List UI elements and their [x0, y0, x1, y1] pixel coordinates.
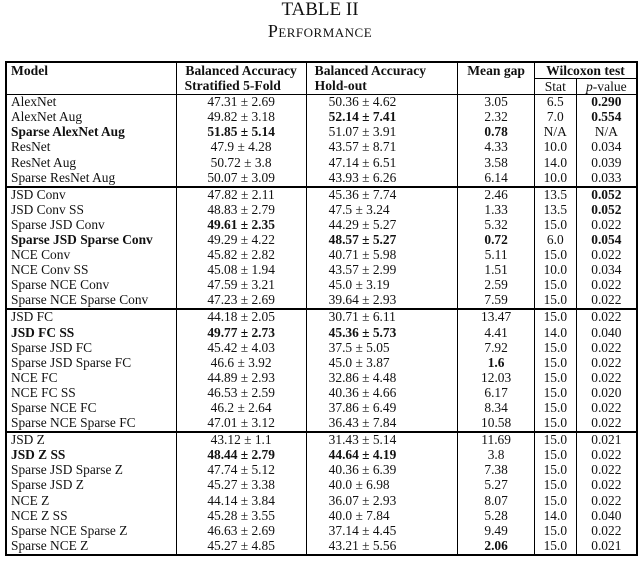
cell-ba-stratified: 45.42 ± 4.03: [176, 341, 306, 356]
header-ba-stratified: [176, 62, 306, 95]
cell-mean-gap: 7.92: [458, 341, 535, 356]
cell-model: Sparse AlexNet Aug: [11, 124, 125, 140]
cell-mean-gap: 13.47: [458, 309, 535, 325]
cell-mean-gap: 8.07: [458, 493, 535, 508]
cell-ba-stratified: 47.31 ± 2.69: [176, 95, 306, 111]
cell-ba-stratified: 46.53 ± 2.59: [176, 386, 306, 401]
cell-ba-stratified: 45.28 ± 3.55: [176, 509, 306, 524]
table-row: [6, 187, 637, 203]
cell-ba-stratified: 47.74 ± 5.12: [176, 463, 306, 478]
cell-ba-holdout: 43.21 ± 5.56: [306, 539, 458, 555]
cell-stat: 15.0: [534, 218, 576, 233]
cell-ba-stratified: 49.77 ± 2.73: [176, 325, 306, 340]
cell-p-value: 0.052: [576, 187, 637, 203]
cell-p-value: 0.054: [576, 233, 637, 248]
cell-model: JSD Z SS: [11, 447, 66, 463]
cell-p-value: 0.022: [576, 448, 637, 463]
cell-mean-gap: 6.17: [458, 386, 535, 401]
cell-p-value: 0.022: [576, 401, 637, 416]
table-row: [6, 509, 637, 524]
table-row: [6, 493, 637, 508]
cell-model: Sparse NCE FC: [11, 400, 97, 416]
cell-ba-stratified: 50.07 ± 3.09: [176, 170, 306, 186]
cell-p-value: 0.022: [576, 356, 637, 371]
cell-ba-stratified: 49.61 ± 2.35: [176, 218, 306, 233]
cell-stat: 14.0: [534, 509, 576, 524]
cell-ba-holdout: 47.5 ± 3.24: [306, 203, 458, 218]
cell-mean-gap: 2.46: [458, 187, 535, 203]
table-row: [6, 401, 637, 416]
table-row: [6, 341, 637, 356]
cell-ba-holdout: 48.57 ± 5.27: [306, 233, 458, 248]
cell-ba-holdout: 45.0 ± 3.19: [306, 278, 458, 293]
cell-mean-gap: 4.33: [458, 140, 535, 155]
cell-mean-gap: 5.32: [458, 218, 535, 233]
cell-model: NCE Conv: [11, 247, 71, 263]
cell-p-value: 0.022: [576, 524, 637, 539]
cell-ba-stratified: 46.6 ± 3.92: [176, 356, 306, 371]
cell-model: Sparse NCE Sparse Conv: [11, 292, 149, 308]
cell-model: AlexNet Aug: [11, 109, 83, 125]
cell-mean-gap: 10.58: [458, 416, 535, 432]
cell-ba-stratified: 45.27 ± 4.85: [176, 539, 306, 555]
table-row: [6, 140, 637, 155]
cell-p-value: 0.022: [576, 416, 637, 432]
cell-stat: 14.0: [534, 325, 576, 340]
cell-model: AlexNet: [6, 95, 176, 111]
cell-model: Sparse JSD FC: [11, 339, 93, 355]
cell-mean-gap: 1.6: [458, 356, 535, 371]
header-p-italic: p: [585, 79, 593, 94]
header-mean-gap: Mean gap: [458, 62, 535, 95]
cell-model: JSD FC SS: [11, 324, 75, 340]
cell-p-value: 0.022: [576, 371, 637, 386]
table-row: [6, 293, 637, 309]
table-row: [6, 248, 637, 263]
cell-ba-holdout: 45.36 ± 7.74: [306, 187, 458, 203]
cell-ba-stratified: 44.89 ± 2.93: [176, 371, 306, 386]
cell-ba-stratified: 43.12 ± 1.1: [176, 432, 306, 448]
cell-p-value: N/A: [576, 125, 637, 140]
cell-stat: 15.0: [534, 386, 576, 401]
table-row: [6, 95, 637, 111]
cell-ba-holdout: 37.14 ± 4.45: [306, 524, 458, 539]
cell-model: NCE Z: [11, 492, 50, 508]
cell-ba-holdout: 45.0 ± 3.87: [306, 356, 458, 371]
header-model: Model: [6, 62, 176, 95]
cell-model: NCE Z SS: [11, 507, 68, 523]
cell-p-value: 0.040: [576, 509, 637, 524]
cell-ba-stratified: 46.63 ± 2.69: [176, 524, 306, 539]
cell-model: ResNet: [11, 139, 51, 155]
cell-p-value: 0.022: [576, 341, 637, 356]
cell-stat: 15.0: [534, 432, 576, 448]
cell-stat: 15.0: [534, 539, 576, 555]
header-wilcoxon: Wilcoxon test: [534, 62, 637, 79]
cell-stat: 15.0: [534, 341, 576, 356]
table-row: [6, 203, 637, 218]
cell-stat: 15.0: [534, 371, 576, 386]
cell-stat: 15.0: [534, 278, 576, 293]
cell-ba-stratified: 48.83 ± 2.79: [176, 203, 306, 218]
cell-ba-stratified: 44.14 ± 3.84: [176, 493, 306, 508]
cell-stat: 15.0: [534, 293, 576, 309]
cell-model: JSD Conv: [6, 187, 176, 203]
table-row: [6, 325, 637, 340]
table-row: [6, 170, 637, 186]
cell-ba-holdout: 36.43 ± 7.84: [306, 416, 458, 432]
table-row: [6, 463, 637, 478]
table-row: [6, 218, 637, 233]
cell-p-value: 0.040: [576, 325, 637, 340]
cell-mean-gap: 7.59: [458, 293, 535, 309]
cell-mean-gap: 12.03: [458, 371, 535, 386]
cell-p-value: 0.020: [576, 386, 637, 401]
cell-p-value: 0.022: [576, 309, 637, 325]
cell-p-value: 0.022: [576, 278, 637, 293]
cell-ba-stratified: 50.72 ± 3.8: [176, 155, 306, 170]
header-ba-holdout-line1: Balanced Accuracy: [314, 63, 427, 78]
cell-mean-gap: 3.8: [458, 448, 535, 463]
cell-mean-gap: 5.11: [458, 248, 535, 263]
table-row: [6, 233, 637, 248]
cell-model: NCE Conv SS: [11, 262, 89, 278]
cell-ba-holdout: 47.14 ± 6.51: [306, 155, 458, 170]
header-p-value: [576, 79, 637, 95]
cell-model: NCE FC SS: [11, 384, 76, 400]
cell-ba-holdout: 37.5 ± 5.05: [306, 341, 458, 356]
cell-ba-stratified: 47.59 ± 3.21: [176, 278, 306, 293]
cell-ba-stratified: 47.23 ± 2.69: [176, 293, 306, 309]
cell-stat: 15.0: [534, 478, 576, 493]
table-row: [6, 278, 637, 293]
cell-stat: 15.0: [534, 524, 576, 539]
header-ba-stratified-line1: Balanced Accuracy: [185, 63, 297, 78]
cell-mean-gap: 1.51: [458, 263, 535, 278]
cell-p-value: 0.052: [576, 203, 637, 218]
table-body: [6, 95, 637, 555]
cell-p-value: 0.022: [576, 493, 637, 508]
cell-p-value: 0.022: [576, 293, 637, 309]
cell-mean-gap: 6.14: [458, 170, 535, 186]
cell-mean-gap: 7.38: [458, 463, 535, 478]
cell-mean-gap: 5.27: [458, 478, 535, 493]
cell-model: JSD Z: [6, 432, 176, 448]
cell-model: Sparse JSD Conv: [11, 216, 105, 232]
cell-stat: 10.0: [534, 263, 576, 278]
cell-mean-gap: 3.58: [458, 155, 535, 170]
table-row: [6, 356, 637, 371]
cell-ba-stratified: 48.44 ± 2.79: [176, 448, 306, 463]
cell-ba-holdout: 39.64 ± 2.93: [306, 293, 458, 309]
cell-p-value: 0.290: [576, 95, 637, 111]
cell-stat: 15.0: [534, 401, 576, 416]
cell-p-value: 0.021: [576, 539, 637, 555]
cell-model: Sparse JSD Sparse FC: [11, 354, 132, 370]
cell-p-value: 0.034: [576, 140, 637, 155]
cell-stat: 14.0: [534, 155, 576, 170]
cell-mean-gap: 0.72: [458, 233, 535, 248]
cell-model: Sparse NCE Sparse FC: [11, 415, 136, 431]
table-row: [6, 386, 637, 401]
table-row: [6, 524, 637, 539]
header-p-suffix: -value: [592, 79, 627, 94]
cell-p-value: 0.022: [576, 218, 637, 233]
table-row: [6, 263, 637, 278]
cell-stat: 7.0: [534, 110, 576, 125]
cell-ba-holdout: 45.36 ± 5.73: [306, 325, 458, 340]
cell-model: Sparse ResNet Aug: [11, 169, 116, 185]
cell-ba-holdout: 50.36 ± 4.62: [306, 95, 458, 111]
cell-stat: 15.0: [534, 309, 576, 325]
header-stat: Stat: [534, 79, 576, 95]
table-title: TABLE II: [281, 0, 359, 20]
cell-p-value: 0.039: [576, 155, 637, 170]
cell-mean-gap: 11.69: [458, 432, 535, 448]
cell-ba-holdout: 30.71 ± 6.11: [306, 309, 458, 325]
cell-ba-holdout: 43.57 ± 2.99: [306, 263, 458, 278]
cell-ba-stratified: 49.29 ± 4.22: [176, 233, 306, 248]
cell-mean-gap: 8.34: [458, 401, 535, 416]
cell-stat: 10.0: [534, 170, 576, 186]
cell-model: Sparse JSD Sparse Z: [11, 462, 123, 478]
cell-ba-stratified: 49.82 ± 3.18: [176, 110, 306, 125]
table-row: [6, 448, 637, 463]
cell-ba-holdout: 44.29 ± 5.27: [306, 218, 458, 233]
cell-ba-holdout: 52.14 ± 7.41: [306, 110, 458, 125]
cell-stat: 13.5: [534, 203, 576, 218]
cell-p-value: 0.021: [576, 432, 637, 448]
cell-model: Sparse NCE Z: [11, 537, 89, 553]
cell-mean-gap: 2.59: [458, 278, 535, 293]
table-subtitle: Performance: [267, 21, 373, 41]
performance-table: [5, 61, 638, 556]
cell-model: JSD FC: [6, 309, 176, 325]
table-row: [6, 432, 637, 448]
cell-stat: N/A: [534, 125, 576, 140]
table-row: [6, 155, 637, 170]
cell-ba-stratified: 46.2 ± 2.64: [176, 401, 306, 416]
cell-ba-stratified: 45.08 ± 1.94: [176, 263, 306, 278]
cell-model: ResNet Aug: [11, 154, 77, 170]
cell-mean-gap: 0.78: [458, 125, 535, 140]
cell-p-value: 0.033: [576, 170, 637, 186]
cell-mean-gap: 9.49: [458, 524, 535, 539]
cell-ba-stratified: 45.82 ± 2.82: [176, 248, 306, 263]
cell-stat: 15.0: [534, 416, 576, 432]
header-ba-stratified-line2: Stratified 5-Fold: [184, 78, 281, 93]
cell-model: Sparse NCE Conv: [11, 277, 110, 293]
header-ba-holdout: [306, 62, 458, 95]
cell-ba-holdout: 32.86 ± 4.48: [306, 371, 458, 386]
cell-stat: 6.0: [534, 233, 576, 248]
cell-ba-stratified: 51.85 ± 5.14: [176, 125, 306, 140]
cell-p-value: 0.022: [576, 248, 637, 263]
cell-stat: 6.5: [534, 95, 576, 111]
cell-ba-holdout: 44.64 ± 4.19: [306, 448, 458, 463]
cell-ba-stratified: 44.18 ± 2.05: [176, 309, 306, 325]
cell-model: Sparse NCE Sparse Z: [11, 522, 128, 538]
cell-mean-gap: 5.28: [458, 509, 535, 524]
cell-stat: 15.0: [534, 448, 576, 463]
cell-model: Sparse JSD Z: [11, 477, 84, 493]
header-ba-holdout-line2: Hold-out: [314, 78, 367, 93]
cell-ba-holdout: 40.36 ± 4.66: [306, 386, 458, 401]
cell-ba-stratified: 47.01 ± 3.12: [176, 416, 306, 432]
cell-ba-holdout: 43.93 ± 6.26: [306, 170, 458, 186]
table-row: [6, 309, 637, 325]
cell-ba-stratified: 47.9 ± 4.28: [176, 140, 306, 155]
cell-ba-holdout: 31.43 ± 5.14: [306, 432, 458, 448]
cell-p-value: 0.034: [576, 263, 637, 278]
cell-mean-gap: 4.41: [458, 325, 535, 340]
cell-ba-stratified: 45.27 ± 3.38: [176, 478, 306, 493]
table-row: [6, 478, 637, 493]
cell-mean-gap: 2.32: [458, 110, 535, 125]
cell-stat: 13.5: [534, 187, 576, 203]
cell-mean-gap: 2.06: [458, 539, 535, 555]
cell-ba-holdout: 40.0 ± 6.98: [306, 478, 458, 493]
cell-ba-holdout: 43.57 ± 8.71: [306, 140, 458, 155]
cell-ba-holdout: 40.0 ± 7.84: [306, 509, 458, 524]
cell-p-value: 0.022: [576, 463, 637, 478]
cell-model: JSD Conv SS: [11, 201, 84, 217]
cell-stat: 15.0: [534, 493, 576, 508]
cell-ba-holdout: 37.86 ± 6.49: [306, 401, 458, 416]
cell-p-value: 0.022: [576, 478, 637, 493]
cell-ba-holdout: 40.36 ± 6.39: [306, 463, 458, 478]
table-row: [6, 416, 637, 432]
cell-ba-holdout: 36.07 ± 2.93: [306, 493, 458, 508]
cell-model: Sparse JSD Sparse Conv: [11, 231, 153, 247]
cell-stat: 15.0: [534, 356, 576, 371]
table-row: [6, 371, 637, 386]
cell-model: NCE FC: [11, 369, 58, 385]
cell-ba-stratified: 47.82 ± 2.11: [176, 187, 306, 203]
cell-stat: 10.0: [534, 140, 576, 155]
cell-stat: 15.0: [534, 463, 576, 478]
cell-p-value: 0.554: [576, 110, 637, 125]
cell-mean-gap: 1.33: [458, 203, 535, 218]
cell-ba-holdout: 40.71 ± 5.98: [306, 248, 458, 263]
table-row: [6, 125, 637, 140]
cell-stat: 15.0: [534, 248, 576, 263]
table-row: [6, 110, 637, 125]
table-row: [6, 539, 637, 555]
cell-ba-holdout: 51.07 ± 3.91: [306, 125, 458, 140]
cell-mean-gap: 3.05: [458, 95, 535, 111]
